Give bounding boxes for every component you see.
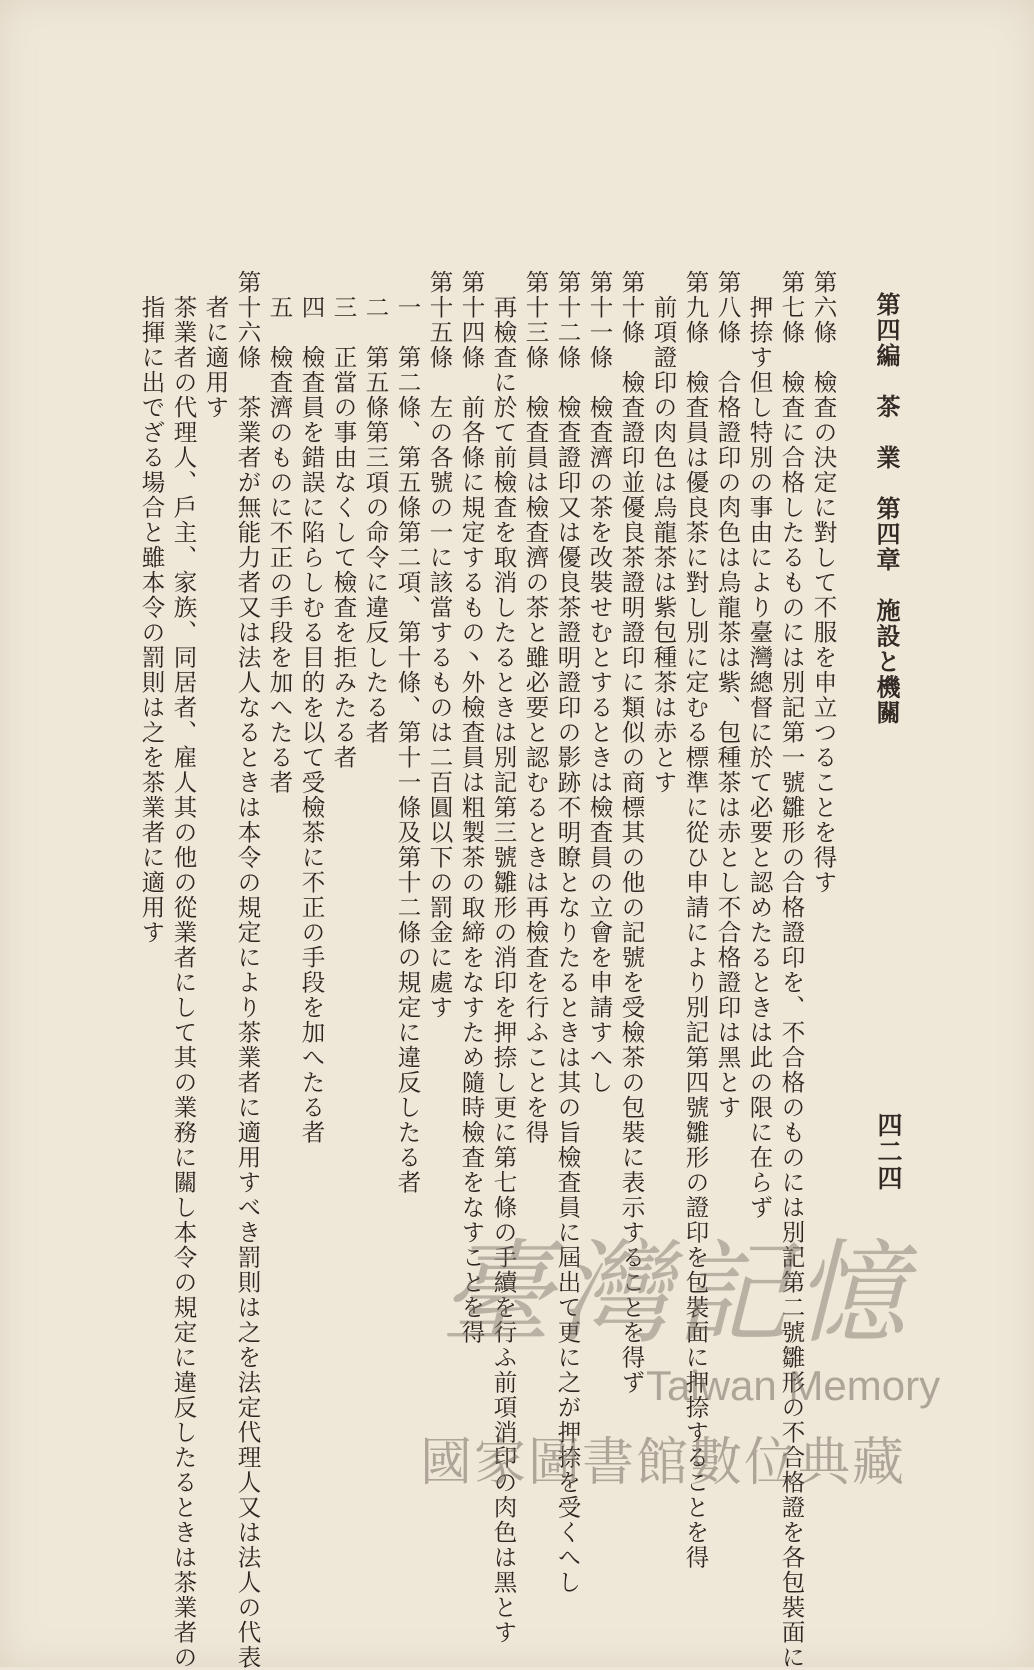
article-16-para2: 茶業者の代理人、戶主、家族、同居者、雇人其の他の從業者にして其の業務に關し本令の規定に違反したるときは茶業者の [169, 270, 198, 1670]
watermark-english: Taiwan Memory [646, 1362, 941, 1409]
article-15-item-3: 三 正當の事由なくして檢査を拒みたる者 [329, 270, 358, 770]
watermark-calligraphy: 臺灣記憶 [440, 1229, 912, 1359]
article-7-cont: 押捺す但し特別の事由により臺灣總督に於て必要と認めたるときは此の限に在らず [745, 270, 774, 1220]
article-11: 第十一條 檢査濟の茶を改裝せむとするときは檢査員の立會を申請すへし [585, 270, 614, 1095]
article-9-para2: 前項證印の肉色は烏龍茶は紫包種茶は赤とす [649, 270, 678, 795]
article-7: 第七條 檢査に合格したるものには別記第一號雛形の合格證印を、不合格のものには別記第二號雛形の不合格證を各包裝面に [777, 270, 806, 1670]
article-15-item-2: 二 第五條第三項の命令に違反したる者 [361, 270, 390, 745]
article-13: 第十三條 檢査員は檢査濟の茶と雖必要と認むるときは再檢査を行ふことを得 [521, 270, 550, 1145]
article-15: 第十五條 左の各號の一に該當するものは二百圓以下の罰金に處す [425, 270, 454, 1020]
article-15-item-5: 五 檢査濟のものに不正の手段を加へたる者 [265, 270, 294, 795]
article-10: 第十條 檢査證印並優良茶證明證印に類似の商標其の他の記號を受檢茶の包裝に表示することを得ず [617, 270, 646, 1395]
article-16-cont: 者に適用す [201, 270, 230, 420]
page-number: 四二四 [874, 1112, 903, 1192]
article-15-item-1: 一 第二條、第五條第二項、第十條、第十一條及第十二條の規定に違反したる者 [393, 270, 422, 1195]
article-12: 第十二條 檢査證印又は優良茶證明證印の影跡不明瞭となりたるときは其の旨檢査員に屆出て更に之が押捺を受くへし [553, 270, 582, 1595]
article-16-para2-cont: 指揮に出でざる場合と雖本令の罰則は之を茶業者に適用す [137, 270, 166, 945]
article-6: 第六條 檢査の決定に對して不服を申立つることを得す [809, 270, 838, 895]
article-14: 第十四條 前各條に規定するもの丶外檢査員は粗製茶の取締をなすため隨時檢査をなすことを得 [457, 270, 486, 1345]
article-9: 第九條 檢査員は優良茶に對し別に定むる標準に從ひ申請により別記第四號雛形の證印を包裝面に押捺することを得 [681, 270, 710, 1570]
watermark-chinese: 國家圖書館數位典藏 [420, 1433, 907, 1493]
article-13-para2: 再檢査に於て前檢査を取消したるときは別記第三號雛形の消印を押捺し更に第七條の手續を行ふ前項消印の肉色は黑とす [489, 270, 518, 1645]
article-16: 第十六條 茶業者が無能力者又は法人なるときは本令の規定により茶業者に適用すべき罰則は之を法定代理人又は法人の代表 [233, 270, 262, 1670]
page-header: 第四編 茶 業 第四章 施設と機關 [872, 292, 901, 726]
article-15-item-4: 四 檢査員を錯誤に陷らしむる目的を以て受檢茶に不正の手段を加へたる者 [297, 270, 326, 1145]
article-8: 第八條 合格證印の肉色は烏龍茶は紫、包種茶は赤とし不合格證印は黑とす [713, 270, 742, 1120]
